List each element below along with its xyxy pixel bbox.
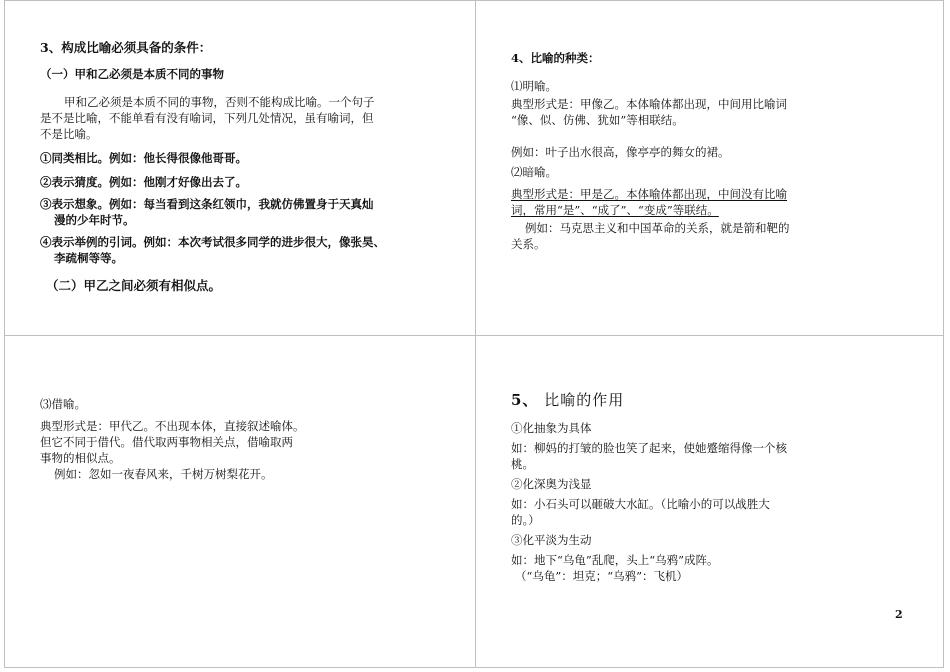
simile-line: “像、似、仿佛、犹如”等相联结。 [511, 113, 684, 127]
slide1-subheading-2: （二）甲乙之间必须有相似点。 [46, 278, 222, 293]
slide-conditions [40, 40, 440, 294]
function-line: 的。） [511, 513, 540, 527]
slide4-heading [511, 392, 841, 408]
function-line: 桃。 [511, 457, 534, 471]
list-item [40, 174, 440, 190]
function-title: ③化平淡为生动 [511, 533, 592, 547]
paragraph-line: 不是比喻。 [40, 127, 98, 141]
slide-types [511, 50, 841, 252]
paragraph-line: 甲和乙必须是本质不同的事物，否则不能构成比喻。一个句子 [64, 95, 375, 109]
metaphor-example: 关系。 [511, 237, 546, 251]
list-item [40, 234, 440, 266]
function-title: ②化深奥为浅显 [511, 477, 592, 491]
function-line: （“乌龟”：坦克；“乌鸦”：飞机） [515, 569, 689, 583]
list-item-line: ①同类相比。例如：他长得很像他哥哥。 [40, 151, 247, 165]
function-line: 如：地下“乌龟”乱爬，头上“乌鸦”成阵。 [511, 553, 719, 567]
vertical-divider [475, 0, 476, 668]
function-line: 如：柳妈的打皱的脸也笑了起来，使她蹙缩得像一个核 [511, 441, 787, 455]
function-title: ①化抽象为具体 [511, 421, 592, 435]
horizontal-divider [4, 335, 944, 336]
slide3-title: ⑶借喻。 [40, 397, 86, 411]
function-line: 如：小石头可以砸破大水缸。（比喻小的可以战胜大 [511, 497, 770, 511]
simile-example: 例如：叶子出水很高，像亭亭的舞女的裙。 [511, 145, 730, 159]
list-item-line: 李疏桐等等。 [54, 251, 123, 265]
list-item [40, 196, 440, 228]
slide1-subheading-1: （一）甲和乙必须是本质不同的事物 [40, 67, 224, 81]
slide1-paragraph [40, 94, 440, 142]
slide-metonymic-metaphor [40, 396, 380, 482]
simile-line: 典型形式是：甲像乙。本体喻体都出现，中间用比喻词 [511, 97, 787, 111]
list-item-line: ②表示猜度。例如：他刚才好像出去了。 [40, 175, 247, 189]
slide3-line: 典型形式是：甲代乙。不出现本体，直接叙述喻体。 [40, 419, 305, 433]
slide-functions [511, 392, 841, 584]
slide2-heading: 4、比喻的种类： [511, 51, 600, 65]
list-item-line: 漫的少年时节。 [54, 213, 135, 227]
slide3-example: 例如：忽如一夜春风来，千树万树梨花开。 [54, 467, 273, 481]
slide1-heading: 3、构成比喻必须具备的条件： [40, 40, 212, 55]
list-item-line: ④表示举例的引词。例如：本次考试很多同学的进步很大，像张昊、 [40, 235, 385, 249]
slide4-heading-number: 5、 [511, 391, 539, 409]
metaphor-title: ⑵暗喻。 [511, 165, 557, 179]
metaphor-line: 词，常用“是”、“成了”、“变成”等联结。 [511, 203, 719, 217]
paragraph-line: 是不是比喻，不能单看有没有喻词，下列几处情况，虽有喻词，但 [40, 111, 374, 125]
list-item-line: ③表示想象。例如：每当看到这条红领巾，我就仿佛置身于天真灿 [40, 197, 374, 211]
slide4-heading-text: 比喻的作用 [544, 391, 625, 409]
metaphor-line: 典型形式是：甲是乙。本体喻体都出现，中间没有比喻 [511, 187, 787, 201]
slide3-line: 但它不同于借代。借代取两事物相关点，借喻取两 [40, 435, 293, 449]
slide3-line: 事物的相似点。 [40, 451, 121, 465]
list-item [40, 150, 440, 166]
page-number: 2 [895, 608, 903, 621]
metaphor-example: 例如：马克思主义和中国革命的关系，就是箭和靶的 [525, 221, 790, 235]
simile-title: ⑴明喻。 [511, 79, 557, 93]
